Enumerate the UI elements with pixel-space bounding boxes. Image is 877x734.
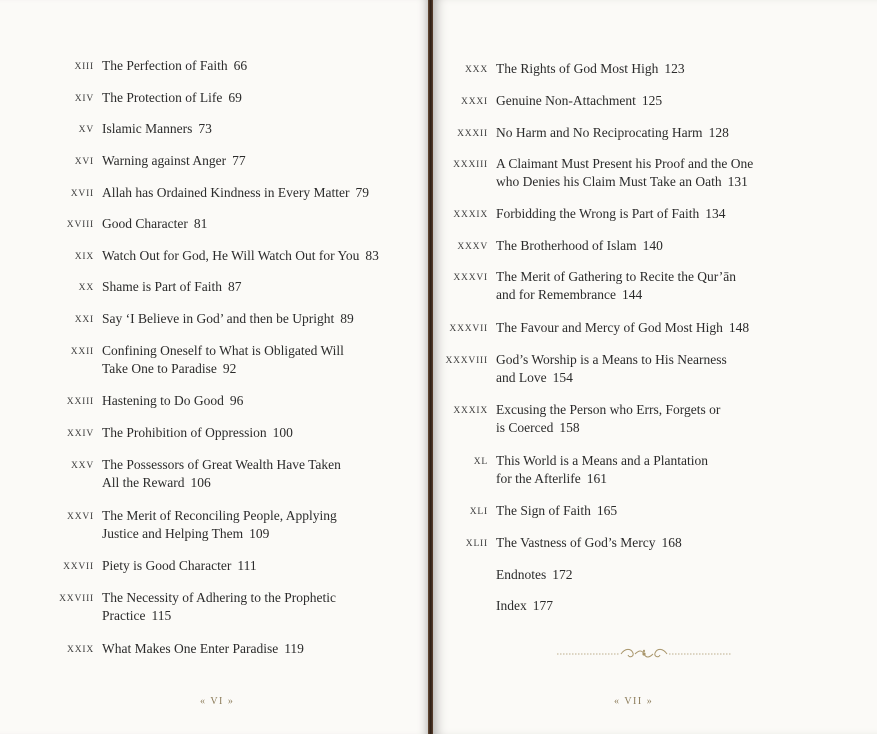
chapter-page-number: 154 — [552, 370, 573, 385]
toc-entry[interactable] — [38, 557, 257, 576]
chapter-number: XXXIII — [453, 160, 488, 170]
chapter-title-text: Allah has Ordained Kindness in Every Matter — [102, 185, 350, 200]
chapter-number: XLII — [465, 539, 488, 549]
toc-entry[interactable] — [38, 507, 337, 543]
toc-entry[interactable] — [38, 589, 336, 625]
chapter-title — [496, 205, 725, 223]
toc-entry[interactable] — [38, 215, 207, 234]
chapter-number: XXVII — [63, 562, 94, 572]
chapter-title-text: Excusing the Person who Errs, Forgets or — [496, 402, 721, 417]
chapter-page-number: 140 — [642, 238, 663, 253]
chapter-title — [102, 247, 379, 265]
chapter-title-line — [102, 607, 336, 625]
chapter-title — [102, 310, 354, 328]
chapter-title-line — [102, 247, 379, 265]
chapter-page-number: 83 — [365, 248, 379, 263]
chapter-title-text: Say ‘I Believe in God’ and then be Upright — [102, 311, 335, 326]
chapter-title — [496, 319, 749, 337]
chapter-page-number: 168 — [661, 535, 682, 550]
chapter-number: XXXVIII — [445, 356, 488, 366]
chapter-title — [102, 120, 212, 138]
toc-entry[interactable] — [432, 566, 573, 584]
toc-entry[interactable] — [432, 502, 617, 521]
toc-entry[interactable] — [432, 452, 708, 488]
chapter-title-line — [102, 342, 344, 360]
chapter-title-line — [496, 286, 736, 304]
chapter-title-line — [496, 401, 720, 419]
chapter-number: XLI — [469, 507, 488, 517]
chapter-title — [496, 268, 736, 304]
chapter-title-line — [496, 173, 753, 191]
chapter-page-number: 148 — [728, 320, 750, 335]
chapter-number: XIX — [74, 252, 94, 262]
chapter-title-text: Practice — [102, 608, 146, 623]
chapter-number — [432, 597, 496, 598]
chapter-title-text: The Brotherhood of Islam — [496, 238, 637, 253]
chapter-title-text: who Denies his Claim Must Take an Oath — [496, 174, 722, 189]
chapter-title — [102, 152, 246, 170]
chapter-title-text: Good Character — [102, 216, 188, 231]
toc-entry[interactable] — [38, 424, 293, 443]
chapter-number: XXXI — [461, 97, 488, 107]
chapter-title — [102, 342, 344, 378]
chapter-title-line — [102, 557, 257, 575]
chapter-number: XXXIX — [453, 406, 488, 416]
chapter-title — [102, 392, 243, 410]
chapter-number: XL — [473, 457, 488, 467]
chapter-title-text: The Rights of God Most High — [496, 61, 659, 76]
chapter-title-text: Take One to Paradise — [102, 361, 217, 376]
chapter-page-number: 92 — [222, 361, 237, 376]
chapter-title-text: Endnotes — [496, 567, 547, 582]
chapter-page-number: 106 — [190, 475, 211, 490]
chapter-title-text: The Vastness of God’s Mercy — [496, 535, 656, 550]
toc-entry[interactable] — [432, 60, 685, 79]
toc-entry[interactable] — [38, 184, 369, 203]
chapter-title-line — [102, 456, 341, 474]
chapter-title-text: Genuine Non-Attachment — [496, 93, 636, 108]
chapter-page-number: 134 — [705, 206, 726, 221]
chapter-page-number: 69 — [228, 90, 242, 105]
chapter-page-number: 89 — [340, 311, 354, 326]
chapter-title-text: What Makes One Enter Paradise — [102, 641, 279, 656]
chapter-number: XXII — [70, 347, 94, 357]
chapter-title-line — [102, 360, 344, 378]
chapter-title — [102, 184, 369, 202]
chapter-number: XVII — [70, 189, 94, 199]
toc-entry[interactable] — [432, 268, 736, 304]
chapter-title-line — [496, 369, 727, 387]
toc-entry[interactable] — [38, 640, 304, 659]
chapter-title — [102, 557, 257, 575]
chapter-title-line — [102, 474, 341, 492]
chapter-title-text: The Sign of Faith — [496, 503, 591, 518]
chapter-number: XXIX — [67, 645, 94, 655]
chapter-title — [102, 424, 293, 442]
chapter-title-text: for the Afterlife — [496, 471, 581, 486]
chapter-number: XXIII — [66, 397, 94, 407]
chapter-number: XXIV — [67, 429, 94, 439]
chapter-number: XXXIX — [453, 210, 488, 220]
chapter-page-number: 177 — [532, 598, 553, 613]
chapter-number: XVIII — [66, 220, 94, 230]
chapter-title — [102, 278, 242, 296]
toc-entry[interactable] — [38, 120, 212, 139]
chapter-page-number: 128 — [708, 125, 729, 140]
chapter-page-number: 123 — [664, 61, 685, 76]
toc-entry[interactable] — [38, 310, 354, 329]
chapter-title-line — [102, 278, 242, 296]
chapter-title-text: The Perfection of Faith — [102, 58, 228, 73]
chapter-number: XIII — [74, 62, 94, 72]
toc-entry[interactable] — [432, 401, 720, 437]
chapter-title-text: is Coerced — [496, 420, 554, 435]
toc-entry[interactable] — [38, 152, 246, 171]
chapter-title-text: Confining Oneself to What is Obligated Will — [102, 343, 344, 358]
chapter-title-line — [496, 566, 573, 584]
chapter-title — [496, 237, 663, 255]
chapter-title — [496, 597, 553, 615]
toc-entry[interactable] — [432, 92, 662, 111]
chapter-title-text: Forbidding the Wrong is Part of Faith — [496, 206, 700, 221]
chapter-title-line — [496, 155, 753, 173]
toc-entry[interactable] — [38, 392, 243, 411]
chapter-title — [102, 215, 207, 233]
chapter-title-text: and Love — [496, 370, 547, 385]
toc-entry[interactable] — [432, 237, 663, 256]
toc-entry[interactable] — [38, 456, 341, 492]
chapter-title-line — [102, 152, 246, 170]
chapter-title — [496, 534, 682, 552]
chapter-page-number: 111 — [237, 558, 257, 573]
toc-entry[interactable] — [432, 124, 729, 143]
toc-entry[interactable] — [432, 534, 682, 553]
chapter-page-number: 109 — [249, 526, 270, 541]
chapter-title-line — [496, 470, 708, 488]
chapter-title-line — [102, 215, 207, 233]
chapter-title-line — [102, 640, 304, 658]
chapter-page-number: 131 — [727, 174, 748, 189]
chapter-title-text: God’s Worship is a Means to His Nearness — [496, 352, 727, 367]
chapter-title-line — [496, 534, 682, 552]
chapter-page-number: 144 — [621, 287, 643, 302]
chapter-title-text: Warning against Anger — [102, 153, 227, 168]
chapter-title-text: The Prohibition of Oppression — [102, 425, 267, 440]
chapter-page-number: 119 — [284, 641, 304, 656]
chapter-title-line — [496, 452, 708, 470]
chapter-title-text: This World is a Means and a Plantation — [496, 453, 709, 468]
chapter-title-text: A Claimant Must Present his Proof and the One — [496, 156, 754, 171]
chapter-title-line — [102, 424, 293, 442]
chapter-title — [496, 566, 573, 584]
left-page-number: « VI » — [200, 696, 235, 707]
chapter-page-number: 125 — [641, 93, 663, 108]
chapter-title-line — [496, 597, 553, 615]
chapter-title-line — [102, 525, 337, 543]
chapter-number: XXI — [74, 315, 94, 325]
chapter-page-number: 100 — [272, 425, 293, 440]
chapter-number: XXXV — [457, 242, 488, 252]
chapter-number: XXVI — [67, 512, 94, 522]
chapter-number: XV — [78, 125, 94, 135]
toc-entry[interactable] — [38, 247, 379, 266]
chapter-page-number: 158 — [559, 420, 580, 435]
chapter-title-line — [496, 60, 685, 78]
chapter-title-line — [496, 268, 736, 286]
chapter-number: XX — [78, 283, 94, 293]
chapter-title — [496, 92, 662, 110]
chapter-title-text: Index — [496, 598, 527, 613]
chapter-number — [432, 566, 496, 567]
toc-entry[interactable] — [38, 342, 344, 378]
chapter-page-number: 66 — [233, 58, 248, 73]
toc-entry[interactable] — [38, 278, 242, 297]
chapter-number: XXX — [465, 65, 488, 75]
toc-entry[interactable] — [432, 597, 553, 615]
chapter-number: XXVIII — [59, 594, 94, 604]
chapter-title-line — [102, 89, 242, 107]
chapter-title-line — [496, 319, 749, 337]
chapter-page-number: 115 — [151, 608, 172, 623]
toc-entry[interactable] — [38, 89, 242, 108]
chapter-page-number: 96 — [229, 393, 244, 408]
chapter-title-line — [496, 124, 729, 142]
chapter-title-line — [102, 507, 337, 525]
chapter-number: XXXII — [457, 129, 488, 139]
chapter-title-text: The Possessors of Great Wealth Have Taken — [102, 457, 341, 472]
chapter-title-text: Islamic Manners — [102, 121, 193, 136]
chapter-title-text: and for Remembrance — [496, 287, 616, 302]
chapter-title-line — [496, 92, 662, 110]
chapter-title-line — [496, 205, 725, 223]
chapter-title — [102, 456, 341, 492]
chapter-title-line — [102, 589, 336, 607]
chapter-page-number: 161 — [586, 471, 607, 486]
chapter-title-line — [102, 310, 354, 328]
chapter-number: XXXVI — [453, 273, 488, 283]
chapter-title — [496, 401, 720, 437]
chapter-title-line — [102, 184, 369, 202]
chapter-number: XXXVII — [449, 324, 488, 334]
chapter-title-text: Watch Out for God, He Will Watch Out for You — [102, 248, 360, 263]
chapter-title — [102, 57, 247, 75]
chapter-title-text: The Merit of Reconciling People, Applying — [102, 508, 337, 523]
chapter-title-text: No Harm and No Reciprocating Harm — [496, 125, 703, 140]
chapter-title — [496, 452, 708, 488]
chapter-title-text: Justice and Helping Them — [102, 526, 244, 541]
right-page-number: « VII » — [614, 696, 654, 707]
toc-entry[interactable] — [432, 155, 753, 191]
chapter-title-text: Hastening to Do Good — [102, 393, 224, 408]
chapter-page-number: 165 — [596, 503, 618, 518]
chapter-title — [102, 507, 337, 543]
chapter-page-number: 77 — [232, 153, 246, 168]
chapter-page-number: 172 — [552, 567, 573, 582]
chapter-page-number: 73 — [198, 121, 212, 136]
chapter-number: XXV — [71, 461, 94, 471]
chapter-page-number: 81 — [193, 216, 208, 231]
chapter-title-line — [102, 57, 247, 75]
chapter-title-line — [496, 237, 663, 255]
chapter-title — [496, 124, 729, 142]
chapter-title — [102, 640, 304, 658]
chapter-page-number: 87 — [228, 279, 242, 294]
chapter-title — [496, 155, 753, 191]
chapter-title-line — [102, 392, 243, 410]
chapter-title-text: The Favour and Mercy of God Most High — [496, 320, 723, 335]
chapter-title-line — [496, 351, 727, 369]
chapter-title-line — [496, 419, 720, 437]
chapter-title-text: Piety is Good Character — [102, 558, 232, 573]
chapter-title — [102, 89, 242, 107]
chapter-number: XVI — [74, 157, 94, 167]
chapter-number: XIV — [74, 94, 94, 104]
chapter-title-text: Shame is Part of Faith — [102, 279, 222, 294]
chapter-title-text: The Merit of Gathering to Recite the Qur’ān — [496, 269, 737, 284]
chapter-title — [496, 502, 617, 520]
toc-entry[interactable] — [38, 57, 247, 76]
chapter-title — [496, 351, 727, 387]
chapter-title — [496, 60, 685, 78]
toc-entry[interactable] — [432, 319, 749, 338]
chapter-title — [102, 589, 336, 625]
chapter-title-text: The Necessity of Adhering to the Prophetic — [102, 590, 336, 605]
chapter-title-text: All the Reward — [102, 475, 185, 490]
toc-entry[interactable] — [432, 205, 725, 224]
chapter-page-number: 79 — [355, 185, 369, 200]
chapter-title-text: The Protection of Life — [102, 90, 223, 105]
toc-entry[interactable] — [432, 351, 727, 387]
chapter-title-line — [496, 502, 617, 520]
scroll-ornament-icon — [557, 647, 731, 661]
chapter-title-line — [102, 120, 212, 138]
